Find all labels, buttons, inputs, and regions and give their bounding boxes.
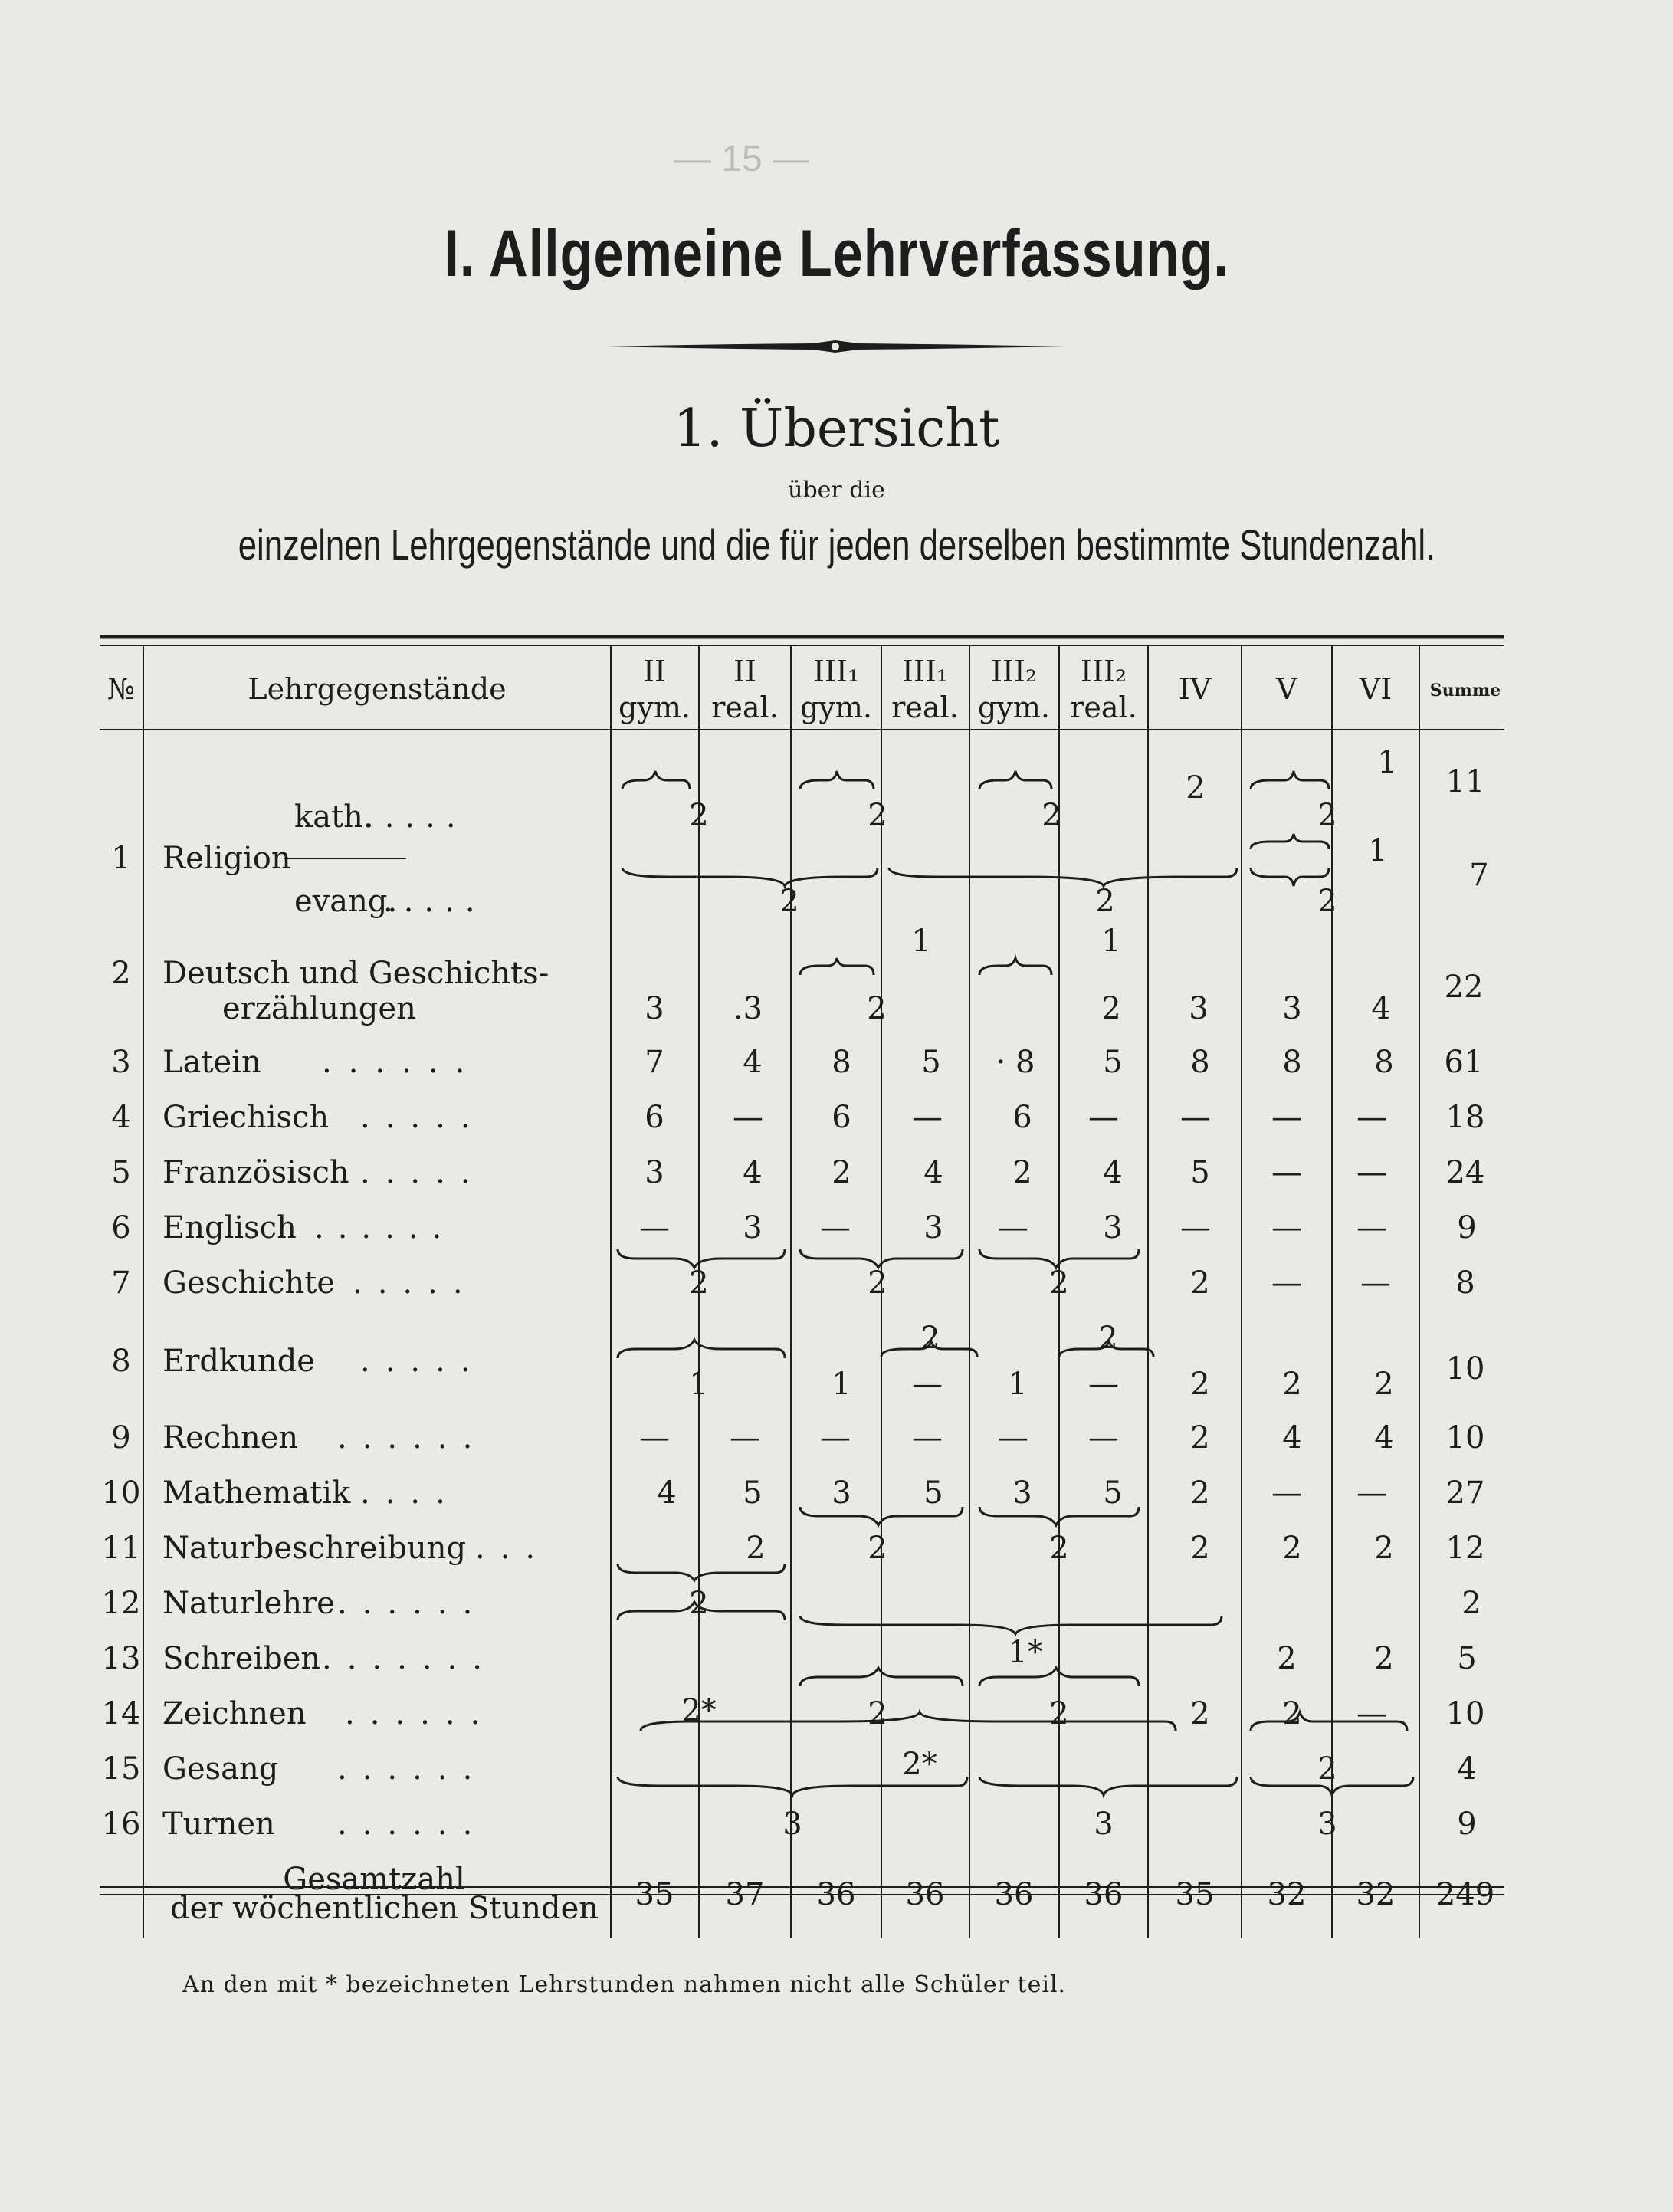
row15-sum: 4 bbox=[1457, 1751, 1477, 1787]
row5-ii-gym: 3 bbox=[645, 1155, 664, 1190]
row10-ii-gym: 4 bbox=[657, 1475, 677, 1511]
row16-label: Turnen bbox=[162, 1807, 275, 1842]
row3-ii-real: 4 bbox=[743, 1045, 763, 1080]
row11-iv: 2 bbox=[1190, 1531, 1210, 1566]
subtitle-line-1: über die bbox=[788, 477, 885, 504]
row7-v: — bbox=[1271, 1265, 1302, 1301]
row10-dots: .... bbox=[360, 1475, 461, 1511]
row9-v: 4 bbox=[1282, 1420, 1302, 1456]
row14-dots: ...... bbox=[345, 1696, 496, 1731]
row8-iii1-real: — bbox=[912, 1367, 943, 1402]
row1-kath-dots: ..... bbox=[364, 799, 467, 835]
row9-sum: 10 bbox=[1445, 1420, 1485, 1456]
row12-sum: 2 bbox=[1461, 1586, 1481, 1621]
row7-iv: 2 bbox=[1190, 1265, 1210, 1301]
row1-kath-v: 2 bbox=[1317, 798, 1337, 833]
row14-iv: 2 bbox=[1190, 1696, 1210, 1731]
row1-kath-vi-top: 1 bbox=[1377, 745, 1397, 780]
header-ii-real-1: II bbox=[733, 655, 757, 688]
header-ii-gym-2: gym. bbox=[618, 691, 691, 724]
total-iii2-real: 36 bbox=[1084, 1877, 1124, 1912]
total-label-1: Gesamtzahl bbox=[283, 1862, 465, 1897]
row9-iv: 2 bbox=[1190, 1420, 1210, 1456]
row2-iii2: 2 bbox=[1101, 991, 1121, 1026]
row3-nr: 3 bbox=[111, 1045, 131, 1080]
row7-vi: — bbox=[1360, 1265, 1391, 1301]
row14-nr: 14 bbox=[101, 1696, 141, 1731]
row1-evang-vi-top: 1 bbox=[1368, 833, 1388, 868]
row6-iii1-gym: — bbox=[820, 1210, 851, 1245]
row4-iii2-gym: 6 bbox=[1012, 1100, 1032, 1135]
total-v: 32 bbox=[1267, 1877, 1307, 1912]
row8-iii1-gym: 1 bbox=[832, 1367, 851, 1402]
row9-ii-real: — bbox=[730, 1420, 760, 1456]
row2-top-iii1: 1 bbox=[911, 924, 931, 959]
subtitle-line-2: einzelnen Lehrgegenstände und die für jeden derselben bestimmte Stundenzahl. bbox=[238, 520, 1435, 569]
row4-iii1-real: — bbox=[912, 1100, 943, 1135]
row3-v: 8 bbox=[1282, 1045, 1302, 1080]
row13-v: 2 bbox=[1277, 1641, 1297, 1676]
header-ii-gym-1: II bbox=[642, 655, 667, 688]
row1-kath-iv: 2 bbox=[1186, 770, 1206, 806]
row6-iii1-real: 3 bbox=[923, 1210, 943, 1245]
row9-dots: ...... bbox=[337, 1420, 488, 1456]
row10-sum: 27 bbox=[1445, 1475, 1485, 1511]
header-iii1-gym-2: gym. bbox=[800, 691, 872, 724]
row2-iv: 3 bbox=[1189, 991, 1209, 1026]
row7-label: Geschichte bbox=[162, 1265, 336, 1301]
header-iii1-real-2: real. bbox=[891, 691, 959, 724]
row1-sum-kath: 11 bbox=[1445, 764, 1485, 799]
row16-iii2-iv: 3 bbox=[1094, 1807, 1114, 1842]
row1-kath-iii2: 2 bbox=[1042, 798, 1061, 833]
row3-ii-gym: 7 bbox=[645, 1045, 664, 1080]
row15-ii-iv: 2* bbox=[902, 1747, 937, 1782]
row5-dots: ..... bbox=[360, 1155, 486, 1190]
row6-v: — bbox=[1271, 1210, 1302, 1245]
header-iv: IV bbox=[1178, 672, 1212, 706]
row1-evang-ii: 2 bbox=[779, 884, 799, 919]
row15-label: Gesang bbox=[162, 1751, 279, 1787]
header-summe: Summe bbox=[1429, 681, 1501, 701]
row11-vi: 2 bbox=[1374, 1531, 1394, 1566]
row5-iii2-gym: 2 bbox=[1012, 1155, 1032, 1190]
row5-nr: 5 bbox=[111, 1155, 131, 1190]
row3-label: Latein bbox=[162, 1045, 261, 1080]
row14-iii2: 2 bbox=[1049, 1696, 1069, 1731]
row8-dots: ..... bbox=[360, 1344, 486, 1379]
row2-top-iii2: 1 bbox=[1101, 924, 1121, 959]
row14-sum: 10 bbox=[1445, 1696, 1485, 1731]
row5-iv: 5 bbox=[1190, 1155, 1210, 1190]
row6-label: Englisch bbox=[162, 1210, 297, 1245]
row13-nr: 13 bbox=[101, 1641, 141, 1676]
row9-ii-gym: — bbox=[639, 1420, 670, 1456]
row8-vi: 2 bbox=[1374, 1367, 1394, 1402]
row3-iii1-real: 5 bbox=[921, 1045, 941, 1080]
row3-vi: 8 bbox=[1374, 1045, 1394, 1080]
row6-iv: — bbox=[1180, 1210, 1211, 1245]
row16-v-vi: 3 bbox=[1317, 1807, 1337, 1842]
row2-sum: 22 bbox=[1444, 970, 1484, 1005]
row1-evang-v: 2 bbox=[1317, 884, 1337, 919]
row9-iii1-real: — bbox=[912, 1420, 943, 1456]
row5-iii1-real: 4 bbox=[923, 1155, 943, 1190]
row8-v: 2 bbox=[1282, 1367, 1302, 1402]
row4-nr: 4 bbox=[111, 1100, 131, 1135]
row11-v: 2 bbox=[1282, 1531, 1302, 1566]
row1-nr: 1 bbox=[111, 841, 131, 876]
row16-nr: 16 bbox=[101, 1807, 141, 1842]
row11-dots: ... bbox=[475, 1531, 551, 1566]
row16-ii-iii1: 3 bbox=[782, 1807, 802, 1842]
row10-label: Mathematik bbox=[162, 1475, 351, 1511]
row4-iii2-real: — bbox=[1088, 1100, 1119, 1135]
row9-iii1-gym: — bbox=[820, 1420, 851, 1456]
row6-iii2-gym: — bbox=[998, 1210, 1028, 1245]
row3-iv: 8 bbox=[1190, 1045, 1210, 1080]
row7-iii1: 2 bbox=[868, 1265, 887, 1301]
row2-label-1: Deutsch und Geschichts- bbox=[162, 956, 549, 991]
row3-iii2-gym: · 8 bbox=[996, 1045, 1035, 1080]
row13-dots: ....... bbox=[322, 1641, 498, 1676]
row1-evang-label: evang. bbox=[294, 884, 398, 919]
row11-ii: 2 bbox=[746, 1531, 766, 1566]
row9-label: Rechnen bbox=[162, 1420, 299, 1456]
header-vi: VI bbox=[1359, 672, 1393, 706]
header-ii-real-2: real. bbox=[711, 691, 779, 724]
row5-label: Französisch bbox=[162, 1155, 349, 1190]
row11-label: Naturbeschreibung bbox=[162, 1531, 467, 1566]
row6-vi: — bbox=[1356, 1210, 1387, 1245]
total-iii1-real: 36 bbox=[905, 1877, 945, 1912]
row4-ii-gym: 6 bbox=[645, 1100, 664, 1135]
row6-dots: ...... bbox=[314, 1210, 456, 1245]
row4-iv: — bbox=[1180, 1100, 1211, 1135]
header-nr: № bbox=[107, 672, 135, 706]
row9-iii2-gym: — bbox=[998, 1420, 1028, 1456]
row3-iii1-gym: 8 bbox=[832, 1045, 851, 1080]
row11-iii2: 2 bbox=[1049, 1531, 1069, 1566]
row10-iii2-real: 5 bbox=[1103, 1475, 1123, 1511]
row4-sum: 18 bbox=[1445, 1100, 1485, 1135]
header-iii2-gym-2: gym. bbox=[978, 691, 1050, 724]
row5-iii2-real: 4 bbox=[1103, 1155, 1123, 1190]
row6-ii-gym: — bbox=[639, 1210, 670, 1245]
row1-evang-iii: 2 bbox=[1095, 884, 1115, 919]
header-iii2-real-1: III₂ bbox=[1080, 655, 1127, 688]
row14-iii1: 2 bbox=[868, 1696, 887, 1731]
row10-iii2-gym: 3 bbox=[1012, 1475, 1032, 1511]
total-sum: 249 bbox=[1435, 1877, 1495, 1912]
row7-ii: 2 bbox=[689, 1265, 709, 1301]
total-ii-gym: 35 bbox=[635, 1877, 674, 1912]
row12-nr: 12 bbox=[101, 1586, 141, 1621]
row2-label-2: erzählungen bbox=[222, 991, 416, 1026]
header-iii2-gym-1: III₂ bbox=[990, 655, 1038, 688]
row1-kath-iii1: 2 bbox=[868, 798, 887, 833]
header-iii1-real-1: III₁ bbox=[901, 655, 949, 688]
row5-ii-real: 4 bbox=[743, 1155, 763, 1190]
row12-dots: ...... bbox=[337, 1586, 488, 1621]
row4-v: — bbox=[1271, 1100, 1302, 1135]
row5-v: — bbox=[1271, 1155, 1302, 1190]
row1-sum-evang: 7 bbox=[1469, 858, 1489, 893]
row11-iii1: 2 bbox=[868, 1531, 887, 1566]
row8-top-iii1: 2 bbox=[920, 1321, 940, 1356]
row1-kath-label: kath. bbox=[294, 799, 373, 835]
row9-vi: 4 bbox=[1374, 1420, 1394, 1456]
row9-iii2-real: — bbox=[1088, 1420, 1119, 1456]
row7-iii2: 2 bbox=[1049, 1265, 1069, 1301]
row8-nr: 8 bbox=[111, 1344, 131, 1379]
row10-vi: — bbox=[1356, 1475, 1387, 1511]
header-v: V bbox=[1276, 672, 1297, 706]
total-vi: 32 bbox=[1356, 1877, 1396, 1912]
row14-label: Zeichnen bbox=[162, 1696, 307, 1731]
row14-v: 2 bbox=[1282, 1696, 1302, 1731]
subtitle: 1. Übersicht bbox=[673, 399, 1000, 459]
header-subject: Lehrgegenstände bbox=[248, 672, 507, 706]
row13-label: Schreiben bbox=[162, 1641, 321, 1676]
total-iii2-gym: 36 bbox=[994, 1877, 1034, 1912]
bleed-through-mark: — 15 — bbox=[674, 139, 810, 179]
row1-label: Religion bbox=[162, 841, 291, 876]
row8-iii2-gym: 1 bbox=[1008, 1367, 1028, 1402]
row14-vi: — bbox=[1356, 1696, 1387, 1731]
row12-label: Naturlehre bbox=[162, 1586, 335, 1621]
row6-ii-real: 3 bbox=[743, 1210, 763, 1245]
row13-vi: 2 bbox=[1374, 1641, 1394, 1676]
total-iii1-gym: 36 bbox=[816, 1877, 856, 1912]
row2-ii-real: .3 bbox=[733, 991, 763, 1026]
row2-nr: 2 bbox=[111, 956, 131, 991]
row10-iv: 2 bbox=[1190, 1475, 1210, 1511]
row7-nr: 7 bbox=[111, 1265, 131, 1301]
row11-nr: 11 bbox=[101, 1531, 141, 1566]
row3-dots: ...... bbox=[322, 1045, 482, 1080]
row10-nr: 10 bbox=[101, 1475, 141, 1511]
page-title: I. Allgemeine Lehrverfassung. bbox=[444, 217, 1229, 290]
row10-ii-real: 5 bbox=[743, 1475, 763, 1511]
row10-iii1-gym: 3 bbox=[832, 1475, 851, 1511]
row2-v: 3 bbox=[1282, 991, 1302, 1026]
row5-iii1-gym: 2 bbox=[832, 1155, 851, 1190]
header-iii1-gym-1: III₁ bbox=[812, 655, 860, 688]
row13-iii: 1* bbox=[1008, 1635, 1043, 1670]
row15-nr: 15 bbox=[101, 1751, 141, 1787]
row5-vi: — bbox=[1356, 1155, 1387, 1190]
row16-sum: 9 bbox=[1457, 1807, 1477, 1842]
row7-sum: 8 bbox=[1455, 1265, 1475, 1301]
total-iv: 35 bbox=[1175, 1877, 1215, 1912]
row15-v-vi: 2 bbox=[1317, 1751, 1337, 1787]
row6-sum: 9 bbox=[1457, 1210, 1477, 1245]
total-ii-real: 37 bbox=[725, 1877, 765, 1912]
row1-kath-ii: 2 bbox=[689, 798, 709, 833]
footnote: An den mit * bezeichneten Lehrstunden nahmen nicht alle Schüler teil. bbox=[182, 1971, 1067, 1998]
row6-iii2-real: 3 bbox=[1103, 1210, 1123, 1245]
row16-dots: ...... bbox=[337, 1807, 488, 1842]
row8-ii: 1 bbox=[689, 1367, 709, 1402]
row12-ii: 2 bbox=[689, 1586, 709, 1621]
row2-iii1: 2 bbox=[867, 991, 887, 1026]
row14-ii: 2* bbox=[681, 1693, 717, 1728]
row9-nr: 9 bbox=[111, 1420, 131, 1456]
row3-sum: 61 bbox=[1444, 1045, 1484, 1080]
row7-dots: ..... bbox=[353, 1265, 478, 1301]
row3-iii2-real: 5 bbox=[1103, 1045, 1123, 1080]
row4-iii1-gym: 6 bbox=[832, 1100, 851, 1135]
row8-iv: 2 bbox=[1190, 1367, 1210, 1402]
row10-v: — bbox=[1271, 1475, 1302, 1511]
row13-sum: 5 bbox=[1457, 1641, 1477, 1676]
row1-evang-dots: ..... bbox=[383, 884, 486, 919]
row8-sum: 10 bbox=[1445, 1351, 1485, 1387]
row4-vi: — bbox=[1356, 1100, 1387, 1135]
row4-ii-real: — bbox=[733, 1100, 763, 1135]
row2-vi: 4 bbox=[1371, 991, 1391, 1026]
row10-iii1-real: 5 bbox=[923, 1475, 943, 1511]
row5-sum: 24 bbox=[1445, 1155, 1485, 1190]
total-label-2: der wöchentlichen Stunden bbox=[170, 1891, 599, 1926]
row8-top-iii2: 2 bbox=[1098, 1321, 1118, 1356]
row8-label: Erdkunde bbox=[162, 1344, 315, 1379]
row6-nr: 6 bbox=[111, 1210, 131, 1245]
row4-label: Griechisch bbox=[162, 1100, 330, 1135]
row11-sum: 12 bbox=[1445, 1531, 1485, 1566]
row8-iii2-real: — bbox=[1088, 1367, 1119, 1402]
row2-ii-gym: 3 bbox=[645, 991, 664, 1026]
row15-dots: ...... bbox=[337, 1751, 488, 1787]
header-iii2-real-2: real. bbox=[1070, 691, 1137, 724]
row4-dots: ..... bbox=[360, 1100, 486, 1135]
